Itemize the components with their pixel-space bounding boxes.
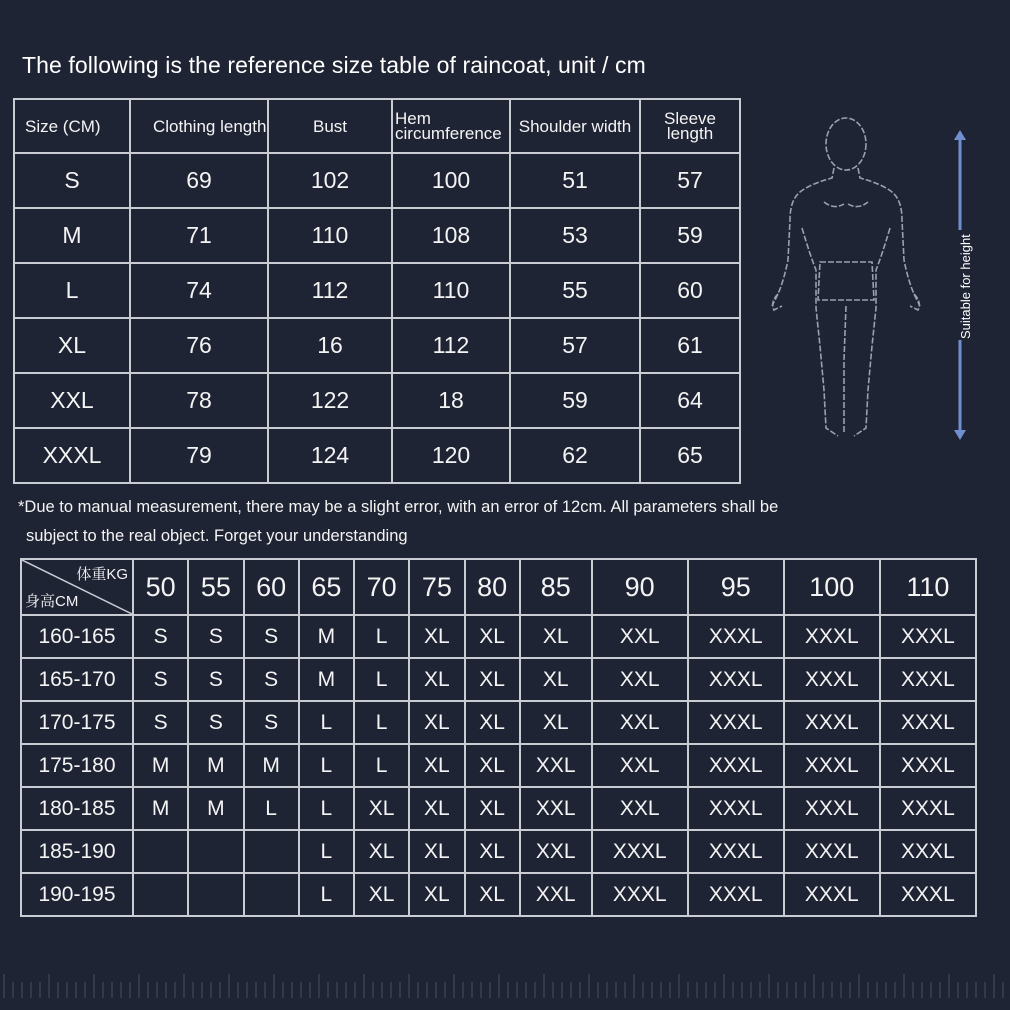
- size-cell: [244, 830, 299, 873]
- size-cell: L: [299, 830, 354, 873]
- size-table-row: [14, 263, 740, 318]
- size-value-cell: 71: [130, 208, 268, 263]
- size-cell: XXXL: [784, 830, 880, 873]
- weight-header-cell: 110: [880, 559, 976, 615]
- height-range-cell: 165-170: [21, 658, 133, 701]
- height-range-cell: 190-195: [21, 873, 133, 916]
- size-cell: XXL: [520, 787, 592, 830]
- size-cell: [188, 873, 243, 916]
- size-cell: XL: [465, 658, 520, 701]
- note-line-1: *Due to manual measurement, there may be a slight error, with an error of 12cm. All parameters shall be: [18, 498, 779, 516]
- weight-header-cell: 50: [133, 559, 188, 615]
- size-header: Size (CM): [14, 99, 130, 153]
- chart-row: [21, 615, 976, 658]
- weight-header-cell: 60: [244, 559, 299, 615]
- size-cell: XL: [409, 830, 464, 873]
- size-value-cell: 112: [392, 318, 510, 373]
- bust-header: Bust: [268, 99, 392, 153]
- size-cell: XXL: [520, 830, 592, 873]
- size-table-row: [14, 318, 740, 373]
- size-cell: XL: [465, 830, 520, 873]
- size-label-cell: L: [14, 263, 130, 318]
- size-table: [13, 98, 741, 484]
- size-cell: L: [354, 658, 409, 701]
- chart-row: [21, 744, 976, 787]
- height-range-cell: 170-175: [21, 701, 133, 744]
- size-cell: M: [299, 615, 354, 658]
- size-cell: S: [133, 701, 188, 744]
- size-cell: XL: [465, 615, 520, 658]
- chart-row: [21, 701, 976, 744]
- weight-header-cell: 75: [409, 559, 464, 615]
- size-value-cell: 16: [268, 318, 392, 373]
- size-cell: XL: [465, 701, 520, 744]
- weight-header-cell: 85: [520, 559, 592, 615]
- size-value-cell: 110: [268, 208, 392, 263]
- size-cell: XXXL: [592, 830, 688, 873]
- size-value-cell: 59: [640, 208, 740, 263]
- size-cell: XXXL: [880, 744, 976, 787]
- size-table-row: [14, 373, 740, 428]
- size-value-cell: 65: [640, 428, 740, 483]
- size-cell: M: [299, 658, 354, 701]
- size-cell: XXXL: [688, 787, 784, 830]
- chart-row: [21, 830, 976, 873]
- size-cell: M: [133, 744, 188, 787]
- size-cell: XXXL: [688, 830, 784, 873]
- height-label: Suitable for height: [958, 234, 973, 339]
- size-value-cell: 112: [268, 263, 392, 318]
- size-table-row: [14, 153, 740, 208]
- size-value-cell: 124: [268, 428, 392, 483]
- height-range-cell: 160-165: [21, 615, 133, 658]
- size-value-cell: 61: [640, 318, 740, 373]
- note-line-2: subject to the real object. Forget your understanding: [26, 527, 408, 545]
- size-value-cell: 18: [392, 373, 510, 428]
- size-cell: S: [244, 658, 299, 701]
- size-cell: XL: [520, 615, 592, 658]
- size-cell: XXXL: [688, 873, 784, 916]
- size-value-cell: 57: [510, 318, 640, 373]
- sleeve-length-header: Sleeve length: [640, 99, 740, 153]
- size-cell: XXXL: [688, 615, 784, 658]
- size-value-cell: 122: [268, 373, 392, 428]
- size-cell: XL: [409, 744, 464, 787]
- clothing-length-header: Clothing length: [130, 99, 268, 153]
- size-cell: XL: [465, 873, 520, 916]
- size-cell: XXXL: [592, 873, 688, 916]
- weight-header-cell: 80: [465, 559, 520, 615]
- size-value-cell: 76: [130, 318, 268, 373]
- size-value-cell: 60: [640, 263, 740, 318]
- size-cell: XXXL: [880, 615, 976, 658]
- size-cell: M: [188, 744, 243, 787]
- size-table-header-row: [14, 99, 740, 153]
- chart-header-row: [21, 559, 976, 615]
- weight-header-cell: 65: [299, 559, 354, 615]
- size-cell: XL: [465, 787, 520, 830]
- human-figure-icon: [760, 110, 980, 450]
- size-value-cell: 78: [130, 373, 268, 428]
- size-cell: XXXL: [784, 873, 880, 916]
- size-cell: XL: [409, 873, 464, 916]
- size-cell: S: [133, 658, 188, 701]
- size-cell: XXXL: [784, 744, 880, 787]
- weight-axis-label: 体重KG: [76, 566, 128, 583]
- size-value-cell: 59: [510, 373, 640, 428]
- size-value-cell: 64: [640, 373, 740, 428]
- size-value-cell: 102: [268, 153, 392, 208]
- size-label-cell: XXXL: [14, 428, 130, 483]
- weight-header-cell: 70: [354, 559, 409, 615]
- size-cell: S: [244, 615, 299, 658]
- size-cell: L: [299, 787, 354, 830]
- chart-row: [21, 873, 976, 916]
- size-cell: XXXL: [784, 701, 880, 744]
- weight-header-cell: 90: [592, 559, 688, 615]
- size-cell: XXL: [520, 744, 592, 787]
- size-cell: [188, 830, 243, 873]
- ruler-decoration: [0, 968, 1010, 1010]
- size-cell: XXL: [592, 658, 688, 701]
- size-table-row: [14, 208, 740, 263]
- size-cell: L: [244, 787, 299, 830]
- size-cell: XXL: [592, 701, 688, 744]
- measurement-note: [18, 493, 998, 551]
- size-table-row: [14, 428, 740, 483]
- size-cell: XXL: [592, 787, 688, 830]
- human-figure-illustration: [760, 110, 980, 450]
- size-cell: S: [244, 701, 299, 744]
- page-title: The following is the reference size table of raincoat, unit / cm: [22, 52, 646, 78]
- size-value-cell: 100: [392, 153, 510, 208]
- size-cell: XXXL: [880, 830, 976, 873]
- height-range-cell: 185-190: [21, 830, 133, 873]
- shoulder-width-header: Shoulder width: [510, 99, 640, 153]
- height-axis-label: 身高CM: [25, 593, 79, 610]
- size-cell: XXL: [592, 615, 688, 658]
- chart-row: [21, 658, 976, 701]
- size-cell: XXXL: [880, 701, 976, 744]
- size-cell: L: [354, 744, 409, 787]
- size-cell: L: [299, 701, 354, 744]
- height-range-cell: 175-180: [21, 744, 133, 787]
- size-label-cell: M: [14, 208, 130, 263]
- size-cell: S: [188, 658, 243, 701]
- size-value-cell: 69: [130, 153, 268, 208]
- size-cell: [133, 873, 188, 916]
- size-cell: XL: [409, 701, 464, 744]
- size-cell: M: [188, 787, 243, 830]
- height-range-cell: 180-185: [21, 787, 133, 830]
- size-value-cell: 74: [130, 263, 268, 318]
- size-label-cell: XL: [14, 318, 130, 373]
- size-value-cell: 110: [392, 263, 510, 318]
- size-cell: XXL: [520, 873, 592, 916]
- size-cell: XXXL: [880, 787, 976, 830]
- size-cell: S: [188, 701, 243, 744]
- size-cell: L: [354, 701, 409, 744]
- size-value-cell: 53: [510, 208, 640, 263]
- size-value-cell: 108: [392, 208, 510, 263]
- size-cell: XXXL: [688, 658, 784, 701]
- size-cell: XL: [354, 787, 409, 830]
- size-cell: XXL: [592, 744, 688, 787]
- size-cell: XXXL: [880, 658, 976, 701]
- chart-corner-cell: [21, 559, 133, 615]
- size-cell: L: [299, 744, 354, 787]
- size-label-cell: XXL: [14, 373, 130, 428]
- size-value-cell: 62: [510, 428, 640, 483]
- size-cell: XL: [354, 873, 409, 916]
- size-cell: M: [133, 787, 188, 830]
- size-cell: L: [299, 873, 354, 916]
- size-cell: S: [133, 615, 188, 658]
- weight-header-cell: 95: [688, 559, 784, 615]
- size-cell: XL: [465, 744, 520, 787]
- size-cell: M: [244, 744, 299, 787]
- size-cell: XXXL: [784, 658, 880, 701]
- size-cell: XXXL: [880, 873, 976, 916]
- size-cell: XL: [520, 658, 592, 701]
- size-value-cell: 55: [510, 263, 640, 318]
- size-cell: [133, 830, 188, 873]
- size-cell: L: [354, 615, 409, 658]
- size-cell: XXXL: [688, 701, 784, 744]
- size-cell: XXXL: [688, 744, 784, 787]
- size-cell: S: [188, 615, 243, 658]
- size-cell: XL: [409, 615, 464, 658]
- size-value-cell: 51: [510, 153, 640, 208]
- size-chart-table: [20, 558, 977, 917]
- hem-circumference-header: Hem circumference: [392, 99, 510, 153]
- size-cell: XL: [354, 830, 409, 873]
- size-cell: XXXL: [784, 615, 880, 658]
- size-cell: XXXL: [784, 787, 880, 830]
- size-value-cell: 57: [640, 153, 740, 208]
- size-value-cell: 120: [392, 428, 510, 483]
- size-cell: XL: [409, 787, 464, 830]
- size-value-cell: 79: [130, 428, 268, 483]
- size-cell: XL: [409, 658, 464, 701]
- weight-header-cell: 55: [188, 559, 243, 615]
- chart-row: [21, 787, 976, 830]
- size-label-cell: S: [14, 153, 130, 208]
- size-cell: XL: [520, 701, 592, 744]
- weight-header-cell: 100: [784, 559, 880, 615]
- size-cell: [244, 873, 299, 916]
